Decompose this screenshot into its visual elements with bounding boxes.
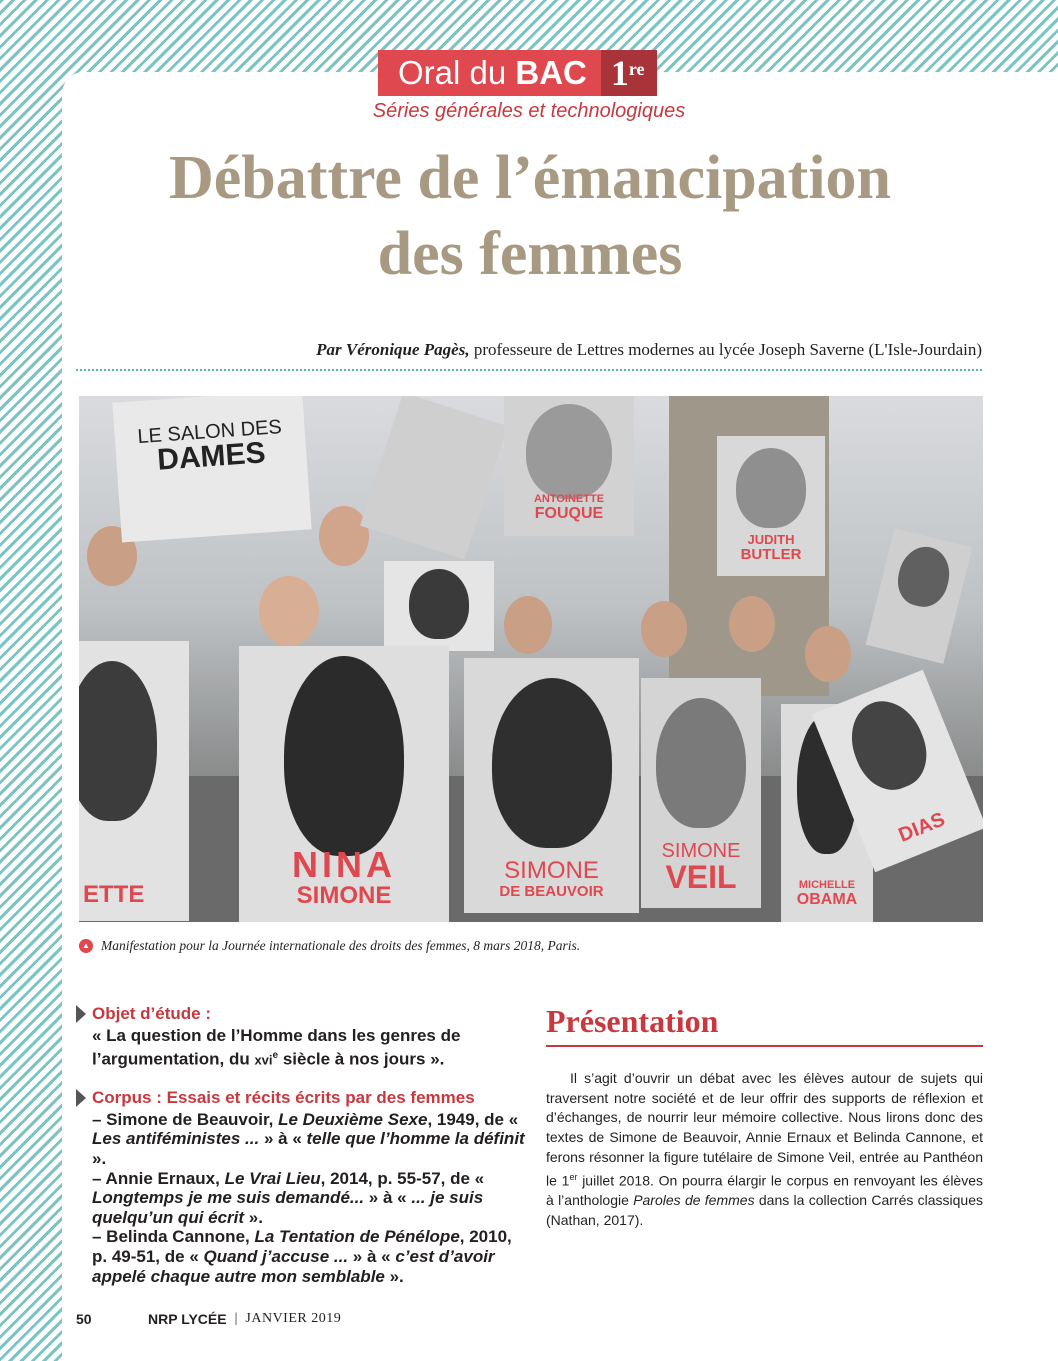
byline-author: Par Véronique Pagès,	[316, 340, 470, 359]
sign-text: SIMONE	[296, 881, 392, 909]
objet-heading	[76, 1004, 526, 1024]
page-footer	[76, 1311, 341, 1327]
objet-text: « La question de l’Homme dans les genres de l’argumentation, du xvi$^e$ siècle à nos jours ».	[92, 1026, 461, 1069]
sign-portrait	[384, 561, 494, 651]
portrait	[409, 569, 469, 639]
protester-face	[729, 596, 775, 652]
byline	[316, 340, 982, 360]
sign-nina-simone	[239, 646, 449, 922]
objet-corpus-column	[76, 1004, 526, 1286]
protester-face	[504, 596, 552, 654]
dotted-divider	[76, 369, 982, 371]
corpus-item: – Belinda Cannone, La Tentation de Pénélope, 2010, p. 49-51, de « Quand j’accuse ... » à « c’est d’avoir appelé chaque autre mon semblable ».	[92, 1227, 512, 1286]
sign-text: SIMONE	[504, 857, 599, 885]
portrait	[79, 661, 157, 821]
sign-ette	[79, 641, 189, 921]
presentation-rule	[546, 1045, 983, 1047]
corpus-heading	[76, 1088, 526, 1108]
portrait	[736, 448, 806, 528]
series-subtitle: Séries générales et technologiques	[372, 100, 686, 122]
triangle-bullet-icon	[76, 1089, 86, 1107]
title-line-1: Débattre de l’émancipation	[168, 144, 892, 212]
objet-heading-text: Objet d’étude :	[92, 1004, 211, 1023]
sign-salon-des-dames	[112, 396, 311, 542]
presentation-text: Il s’agit d’ouvrir un débat avec les élèves autour de sujets qui traversent notre société et de leur offrir des supports de réflexion et d’échanges, de nourrir leur mémoire collective. Nous lirons donc des textes de Simone de Beauvoir, Annie Ernaux et Belinda Cannone, et ferons résonner la figure tutélaire de Simone Veil, entrée au Panthéon le 1er juillet 2018. On pourra élargir le corpus en renvoyant les élèves à l’anthologie Paroles de femmes dans la collection Carrés classiques (Nathan, 2017).	[546, 1070, 984, 1228]
sign-judith-butler	[717, 436, 825, 576]
portrait	[656, 698, 746, 828]
sign-text: MICHELLE	[798, 879, 856, 892]
sign-text: DAMES	[156, 436, 267, 478]
portrait	[492, 678, 612, 848]
title-line-2: des femmes	[377, 220, 683, 288]
sign-text: VEIL	[665, 859, 737, 896]
issue-date: JANVIER 2019	[245, 1311, 342, 1326]
sign-text: FOUQUE	[534, 504, 604, 522]
sign-text: LE SALON DES	[136, 416, 283, 449]
corpus-item: – Simone de Beauvoir, Le Deuxième Sexe, 1949, de « Les antiféministes ... » à « telle que l’homme la définit ».	[92, 1109, 525, 1169]
sign-text: DE BEAUVOIR	[499, 882, 604, 900]
sign-text: JUDITH	[747, 532, 795, 548]
magazine-name: NRP LYCÉE	[148, 1311, 227, 1327]
page-number: 50	[76, 1311, 92, 1327]
corpus-heading-text: Corpus : Essais et récits écrits par des femmes	[92, 1087, 475, 1107]
portrait	[284, 656, 404, 856]
protester-face	[319, 506, 369, 566]
camera-icon: ▲	[79, 939, 93, 953]
sign-text: NINA	[292, 843, 396, 885]
protest-photo	[79, 396, 983, 922]
sign-text: ANTOINETTE	[533, 493, 605, 506]
page-title	[80, 140, 980, 292]
sign-text: SIMONE	[661, 839, 741, 862]
presentation-title: Présentation	[546, 1003, 719, 1039]
sign-portrait	[866, 528, 973, 664]
protester-face	[259, 576, 319, 646]
sign-text: ETTE	[83, 880, 145, 908]
badge-label: Oral du BAC	[378, 50, 601, 96]
sign-simone-veil	[641, 678, 761, 908]
corpus-section	[76, 1088, 526, 1286]
byline-role: professeure de Lettres modernes au lycée Joseph Saverne (L'Isle-Jourdain)	[473, 340, 982, 359]
portrait	[839, 690, 938, 800]
protester-face	[641, 601, 687, 657]
sign-text: BUTLER	[740, 545, 802, 563]
protester-face	[805, 626, 851, 682]
objet-section	[76, 1004, 526, 1070]
sign-text: DIAS	[895, 808, 948, 847]
photo-caption	[79, 938, 580, 954]
corpus-item: – Annie Ernaux, Le Vrai Lieu, 2014, p. 55-57, de « Longtemps je me suis demandé... » à « ... je suis quelqu’un qui écrit ».	[92, 1168, 485, 1227]
portrait	[526, 404, 612, 499]
caption-text: Manifestation pour la Journée internationale des droits des femmes, 8 mars 2018, Paris.	[101, 938, 581, 953]
badge-level: 1re	[601, 50, 657, 96]
presentation-column	[546, 1001, 983, 1230]
sign-simone-de-beauvoir	[464, 658, 639, 913]
sign-portrait	[360, 396, 508, 560]
triangle-bullet-icon	[76, 1005, 86, 1023]
sign-text: OBAMA	[796, 890, 858, 908]
footer-separator: |	[234, 1311, 238, 1326]
sign-antoinette-fouque	[504, 396, 634, 536]
oral-du-bac-badge	[378, 50, 657, 96]
portrait	[892, 541, 955, 611]
